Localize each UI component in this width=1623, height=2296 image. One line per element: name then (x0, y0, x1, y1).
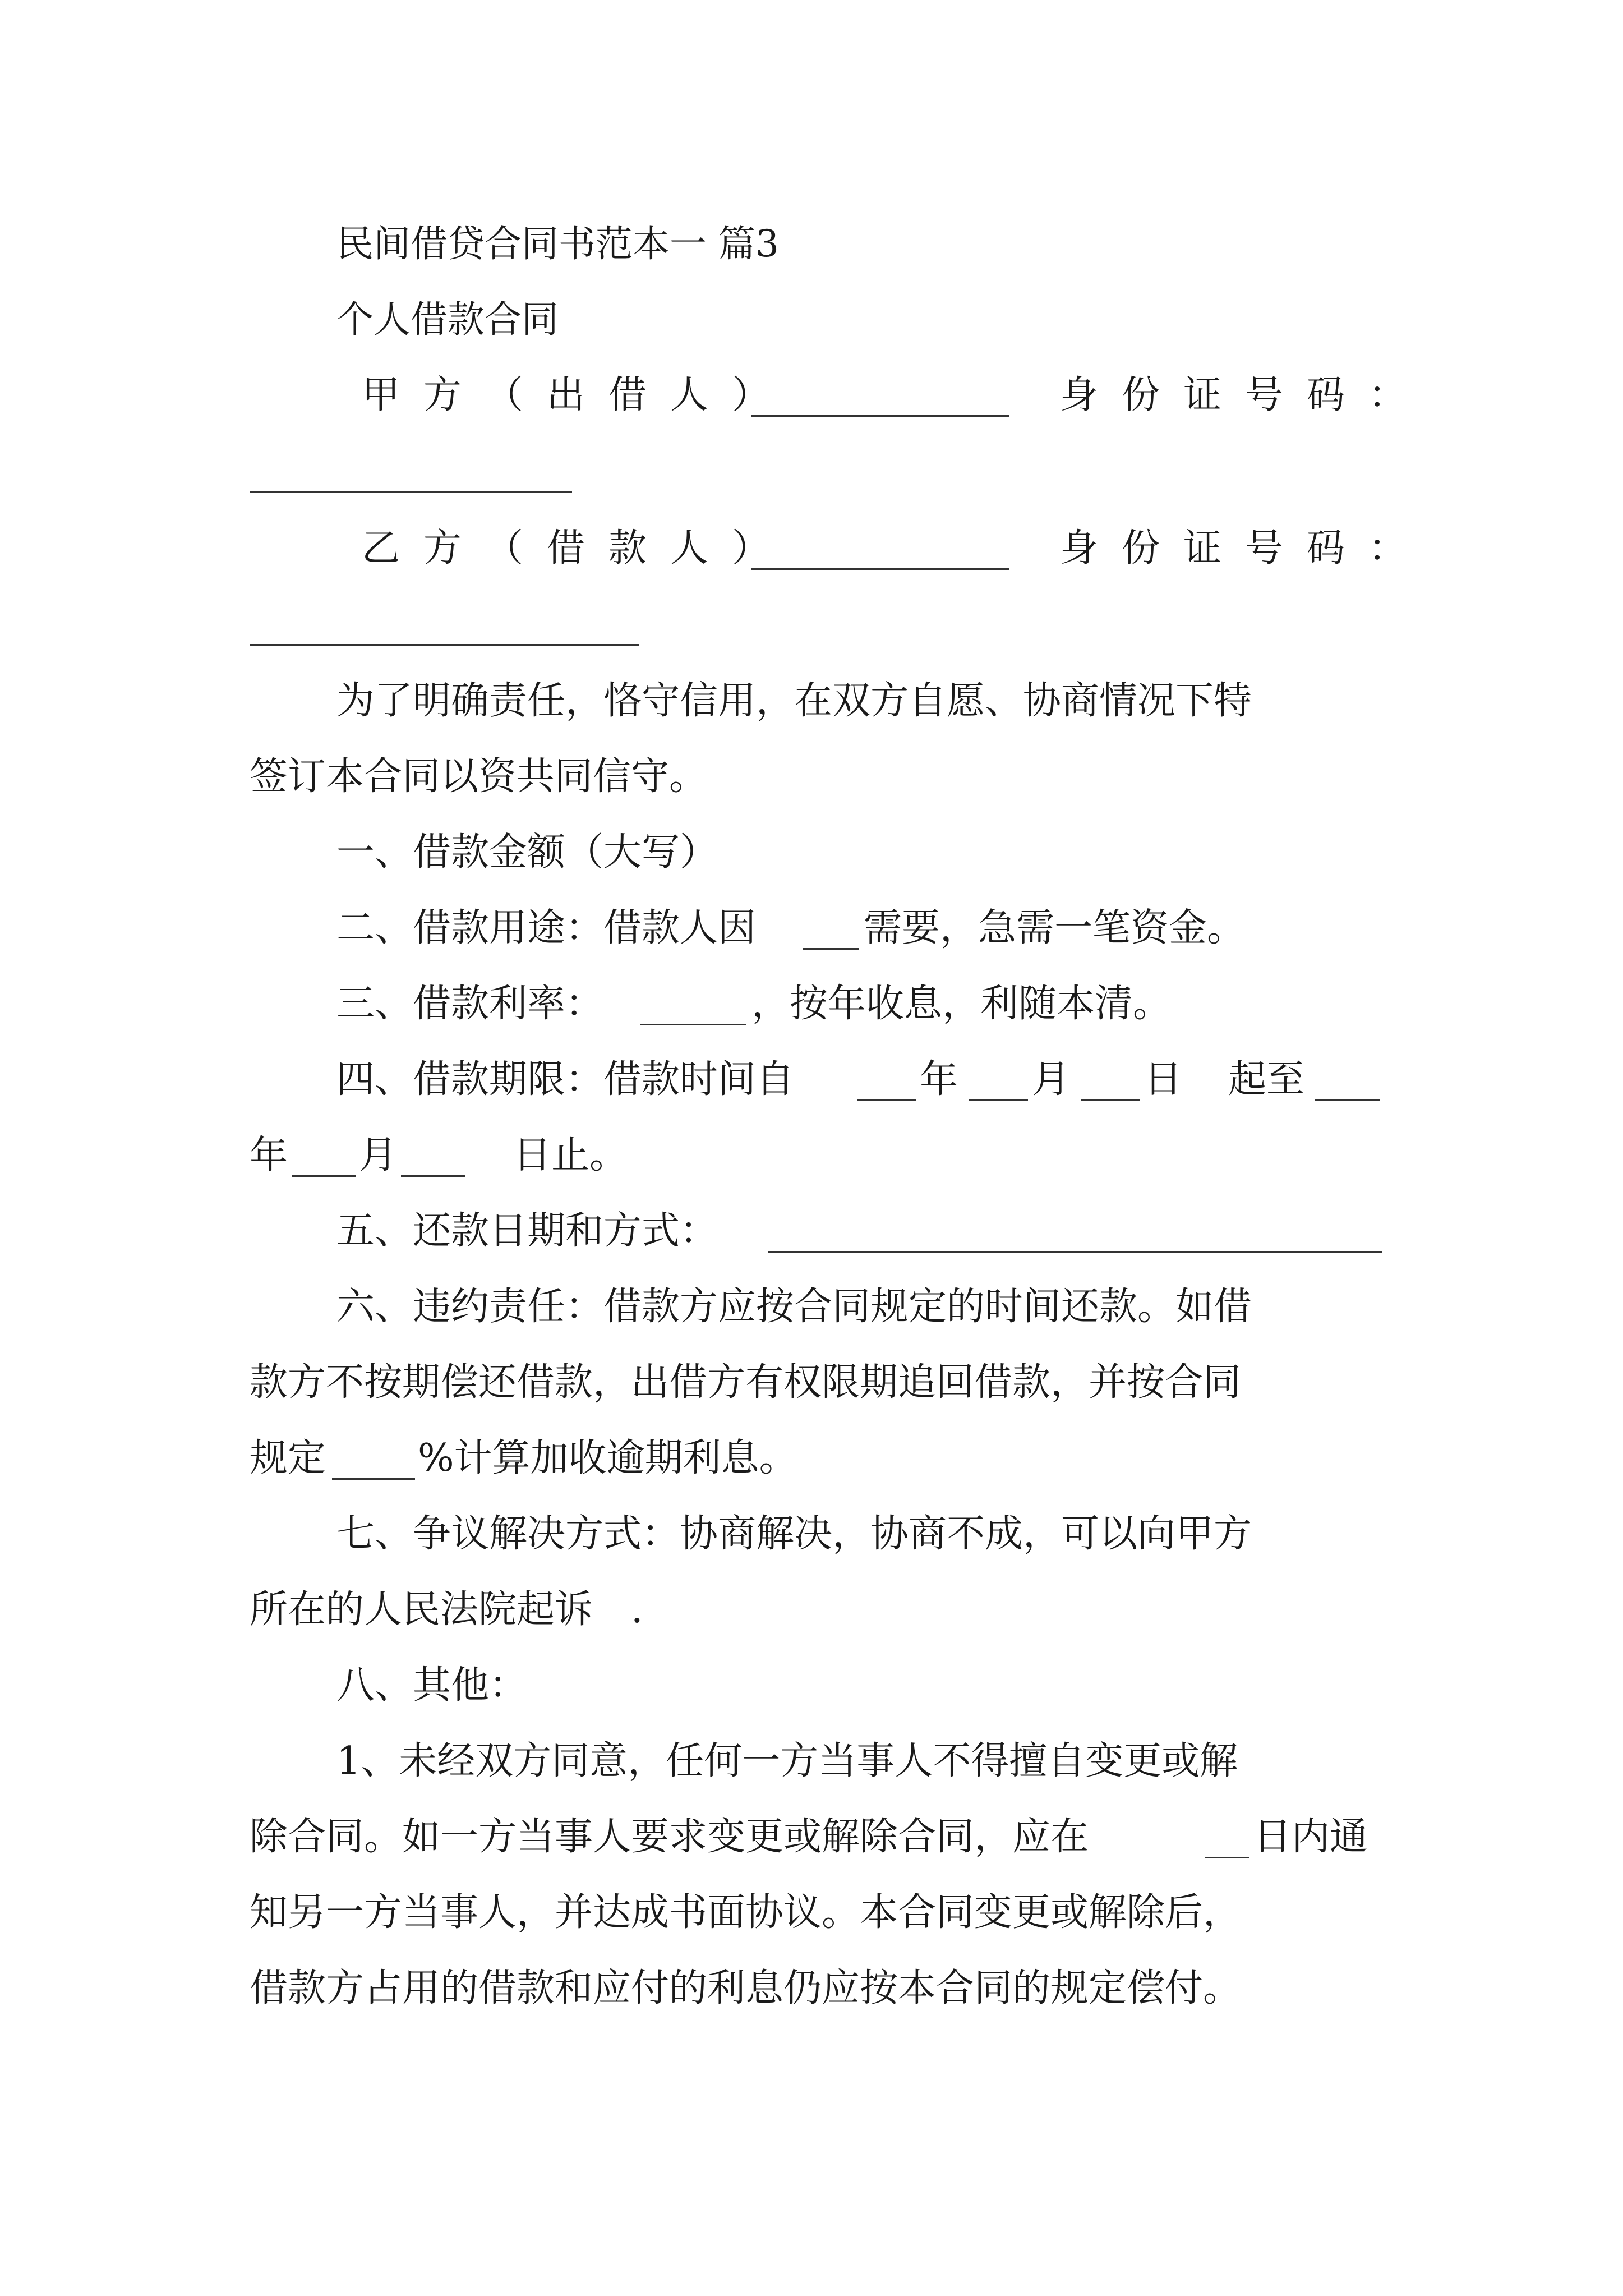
item-1-amount: 一、借款金额（大写） (336, 830, 718, 875)
item-6-line-3-a: 规定 (250, 1436, 326, 1480)
item-6-line-2: 款方不按期偿还借款，出借方有权限期追回借款，并按合同 (250, 1360, 1242, 1405)
item-8-days-blank (1205, 1857, 1249, 1858)
item-8-other: 八、其他： (336, 1663, 528, 1708)
item-4-to: 起至 (1228, 1057, 1305, 1102)
item-8-1-line-4: 借款方占用的借款和应付的利息仍应按本合同的规定偿付。 (250, 1966, 1242, 2010)
item-4-end-month-blank (292, 1175, 356, 1177)
document-subheading: 个人借款合同 (336, 298, 559, 341)
item-4-end-year-blank-a (1315, 1099, 1380, 1101)
item-4-month-2: 月 (359, 1133, 398, 1177)
item-4-month: 月 (1032, 1057, 1071, 1102)
party-b-label: 乙方（借款人） (362, 526, 794, 570)
item-3-blank (640, 1024, 746, 1025)
item-8-1-line-2-b: 日内通 (1253, 1815, 1368, 1859)
item-4-start-month-blank (969, 1099, 1028, 1101)
item-7-line-2: 所在的人民法院起诉 . (250, 1588, 643, 1632)
item-2-purpose-b: 需要，急需一笔资金。 (864, 906, 1246, 950)
item-6-line-3-b: %计算加收逾期利息。 (418, 1436, 797, 1480)
item-7-line-1: 七、争议解决方式：协商解决，协商不成，可以向甲方 (336, 1512, 1252, 1556)
item-8-1-line-1: 1、未经双方同意，任何一方当事人不得擅自变更或解 (336, 1739, 1238, 1783)
intro-line-1: 为了明确责任，恪守信用，在双方自愿、协商情况下特 (336, 679, 1252, 723)
party-a-id-label: 身份证号码： (1060, 373, 1431, 417)
party-b-name-blank (751, 568, 1009, 570)
item-5-blank (768, 1251, 1382, 1253)
item-4-end: 日止。 (513, 1133, 628, 1177)
item-3-rate-b: ，按年收息，利随本清。 (751, 982, 1172, 1026)
item-6-percent-blank (332, 1478, 415, 1480)
item-6-line-1: 六、违约责任：借款方应按合同规定的时间还款。如借 (336, 1285, 1252, 1329)
document-heading: 民间借贷合同书范本一 篇3 (336, 222, 779, 265)
item-4-start-day-blank (1081, 1099, 1140, 1101)
item-5-repayment: 五、还款日期和方式： (336, 1209, 718, 1253)
party-a-name-blank (751, 415, 1009, 417)
party-b-id-label: 身份证号码： (1060, 526, 1431, 570)
item-8-1-line-3: 知另一方当事人，并达成书面协议。本合同变更或解除后， (250, 1890, 1242, 1935)
party-a-label: 甲方（出借人） (362, 373, 794, 417)
item-4-year-2: 年 (250, 1133, 288, 1177)
item-4-day: 日 (1144, 1057, 1183, 1102)
item-4-start-year-blank (857, 1099, 916, 1101)
party-a-id-blank (250, 491, 572, 493)
item-4-year: 年 (920, 1057, 958, 1102)
intro-line-2: 签订本合同以资共同信守。 (250, 754, 708, 799)
item-8-1-line-2-a: 除合同。如一方当事人要求变更或解除合同，应在 (250, 1815, 1089, 1859)
item-2-blank (803, 948, 859, 950)
item-4-term-a: 四、借款期限：借款时间自 (336, 1057, 795, 1102)
item-3-rate-a: 三、借款利率： (336, 982, 604, 1026)
party-b-id-blank (250, 644, 639, 646)
item-2-purpose-a: 二、借款用途：借款人因 (336, 906, 757, 950)
item-4-end-day-blank (401, 1175, 465, 1177)
